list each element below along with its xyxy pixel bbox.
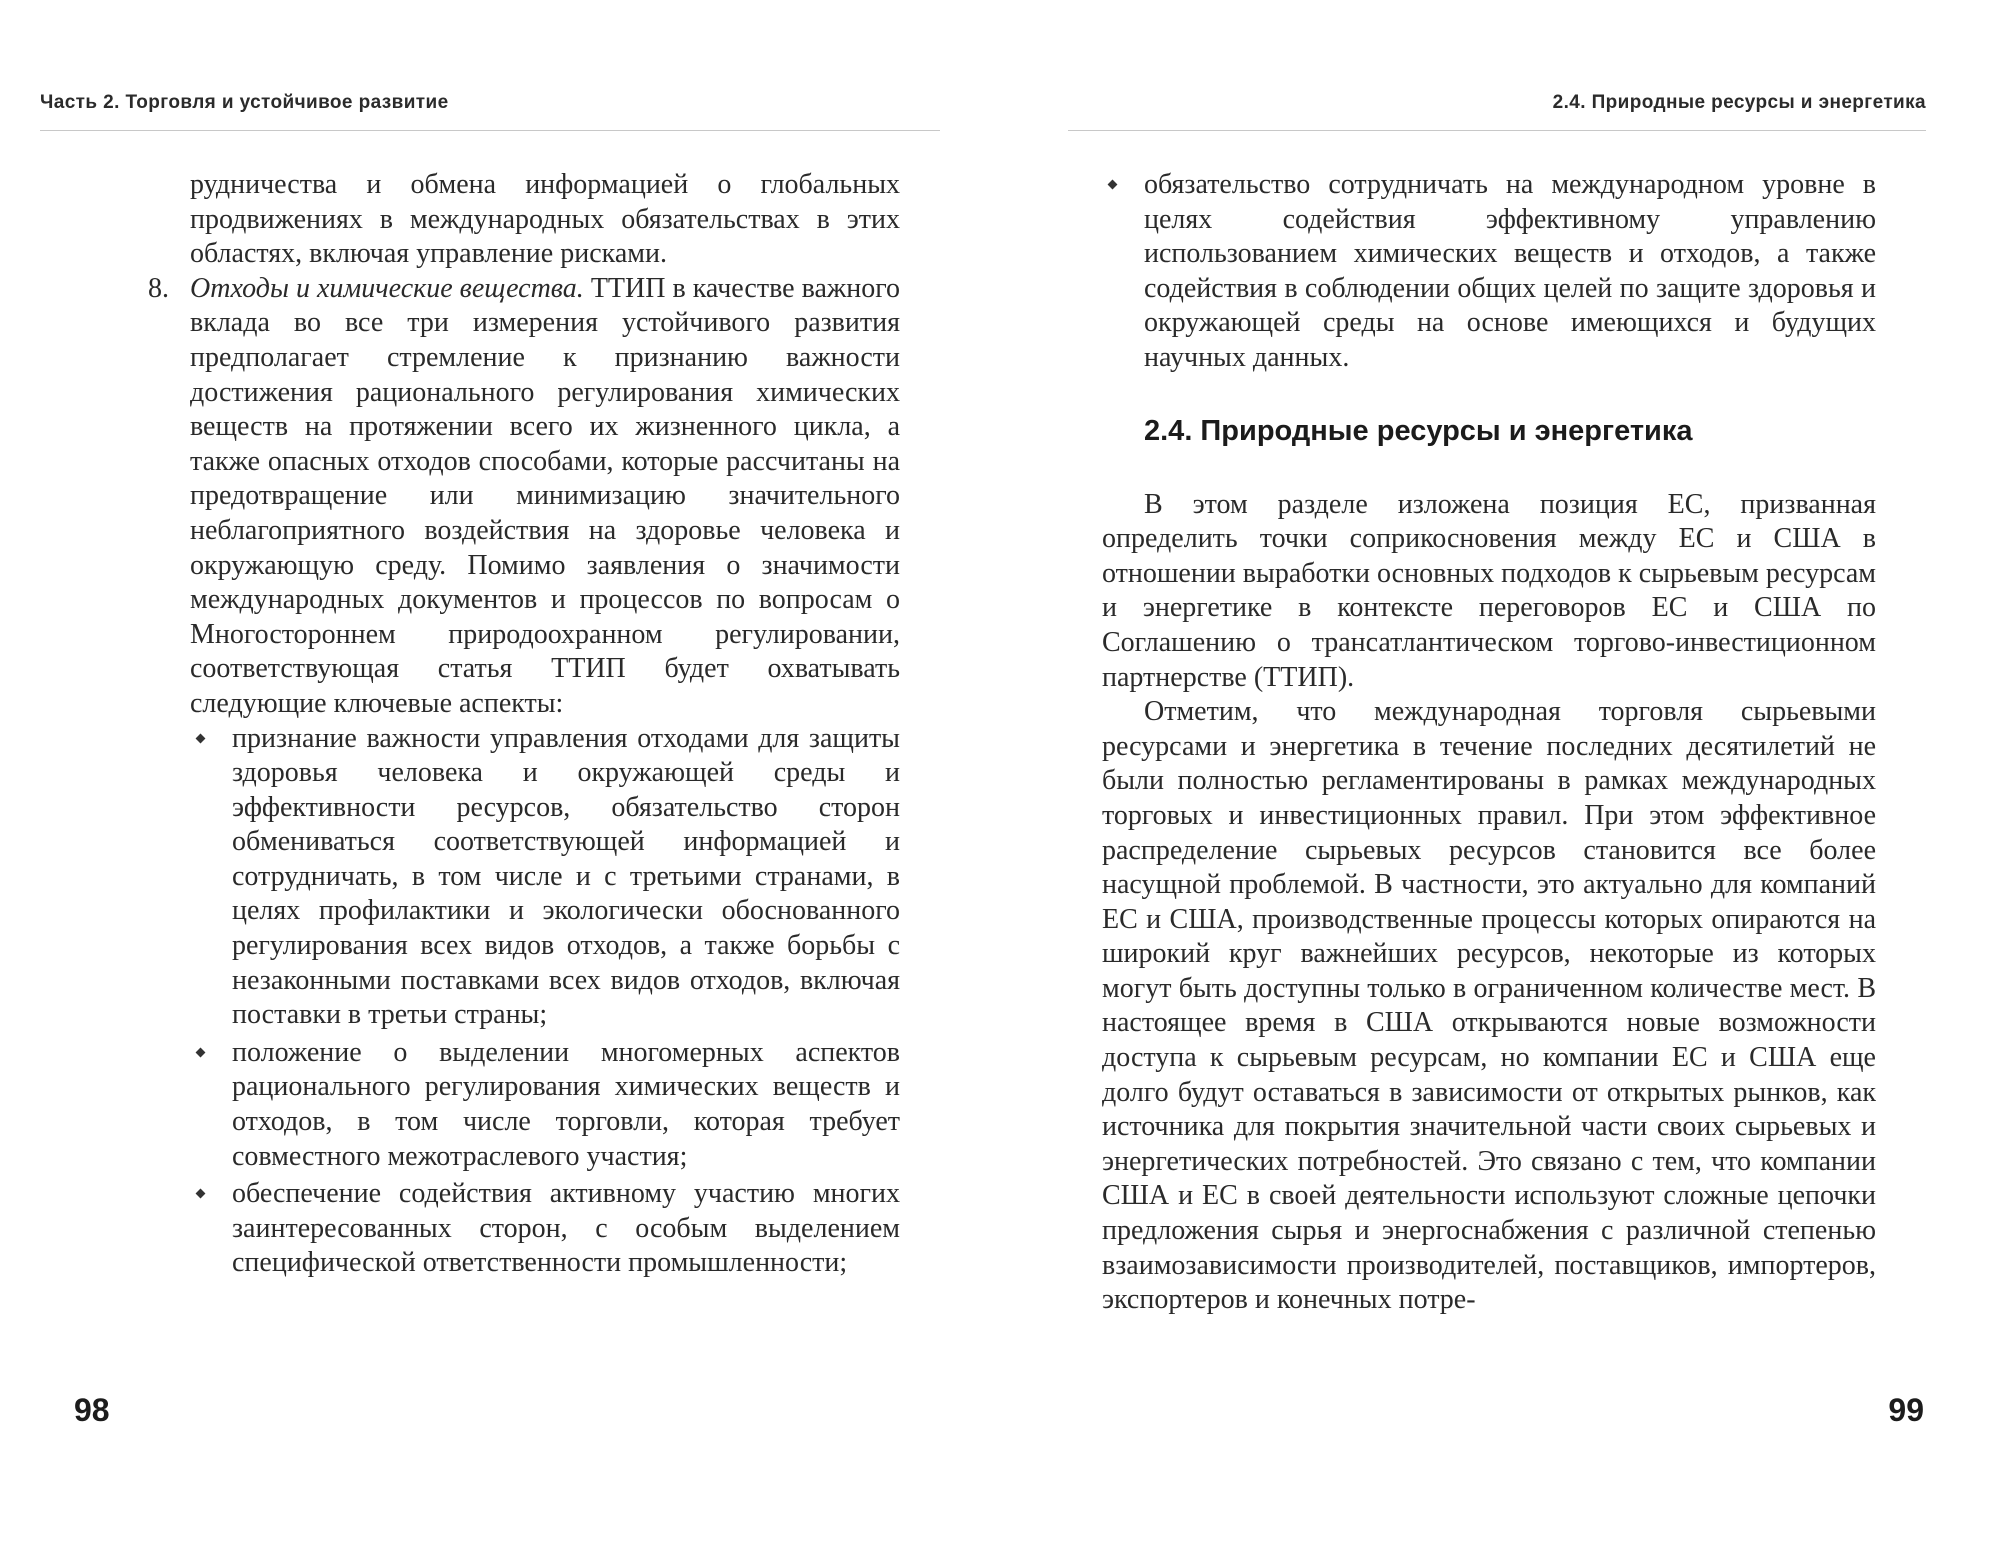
page-number-right: 99 bbox=[1888, 1392, 1924, 1428]
item-number: 8. bbox=[148, 272, 169, 304]
right-page bbox=[1000, 0, 2000, 1565]
bullet-list-right bbox=[1102, 168, 1876, 376]
list-item: обеспечение содействия активному участию многих заинтересованных сторон, с особым выделением специфической ответственности промышленности; bbox=[190, 1177, 900, 1281]
list-item-8 bbox=[148, 272, 900, 722]
bullet-icon bbox=[196, 1189, 206, 1199]
list-item: признание важности управления отходами для защиты здоровья человека и окружающей среды и эффективности ресурсов, обязательство сторон обмениваться соответствующей информацией и сотрудничать, в том числе и с третьими странами, в целях профилактики и экологически обоснованного регулирования всех видов отходов, а также борьбы с незаконными поставками всех видов отходов, включая поставки в третьи страны; bbox=[190, 722, 900, 1033]
header-rule-left bbox=[40, 130, 940, 131]
bullet-icon bbox=[1108, 180, 1118, 190]
paragraph: В этом разделе изложена позиция ЕС, призванная определить точки соприкосновения между ЕС и США в отношении выработки основных подходов к сырьевым ресурсам и энергетике в контексте переговоров ЕС и США по Соглашению о трансатлантическом торгово-инвестиционном партнерстве (ТТИП). bbox=[1102, 488, 1876, 693]
left-body bbox=[148, 168, 900, 1284]
header-rule-right bbox=[1068, 130, 1926, 131]
bullet-list-left bbox=[190, 722, 900, 1282]
bullet-icon bbox=[196, 733, 206, 743]
continuation-text: рудничества и обмена информацией о глобальных продвижениях в международных обязательствах в этих областях, включая управление рисками. bbox=[190, 169, 900, 270]
list-item: положение о выделении многомерных аспектов рационального регулирования химических веществ и отходов, в том числе торговли, которая требует совместного межотраслевого участия; bbox=[190, 1036, 900, 1174]
page-number-left: 98 bbox=[74, 1392, 110, 1428]
right-body bbox=[1102, 168, 1876, 1318]
list-item: обязательство сотрудничать на международном уровне в целях содействия эффективному управлению использованием химических веществ и отходов, а также содействия в соблюдении общих целей по защите здоровья и окружающей среды на основе имеющихся и будущих научных данных. bbox=[1102, 168, 1876, 376]
item-text: ТТИП в качестве важного вклада во все три измерения устойчивого развития предполагает стремление к признанию важности достижения рационального регулирования химических веществ на протяжении всего их жизненного цикла, а также опасных отходов способами, которые рассчитаны на предотвращение или минимизацию значительного неблагоприятного воздействия на здоровье человека и окружающую среду. Помимо заявления о значимости международных документов и процессов по вопросам о Многостороннем природоохранном регулировании, соответствующая статья ТТИП будет охватывать следующие ключевые аспекты: bbox=[190, 272, 901, 719]
paragraph: Отметим, что международная торговля сырьевыми ресурсами и энергетика в течение последних десятилетий не были полностью регламентированы в рамках международных торговых и инвестиционных правил. При этом эффективное распределение сырьевых ресурсов становится все более насущной проблемой. В частности, это актуально для компаний ЕС и США, производственные процессы которых опираются на широкий круг важнейших ресурсов, некоторые из которых могут быть доступны только в ограниченном количестве мест. В настоящее время в США открываются новые возможности доступа к сырьевым ресурсам, но компании ЕС и США еще долго будут оставаться в зависимости от открытых рынков, как источника для покрытия значительной части своих сырьевых и энергетических потребностей. Это связано с тем, что компании США и ЕС в своей деятельности используют сложные цепочки предложения сырья и энергоснабжения с различной степенью взаимозависимости производителей, поставщиков, импортеров, экспортеров и конечных потре- bbox=[1102, 696, 1876, 1316]
section-heading: 2.4. Природные ресурсы и энергетика bbox=[1144, 414, 1693, 447]
running-head-right: 2.4. Природные ресурсы и энергетика bbox=[1552, 92, 1926, 113]
running-head-left: Часть 2. Торговля и устойчивое развитие bbox=[40, 92, 449, 113]
bullet-icon bbox=[196, 1047, 206, 1057]
item-title: Отходы и химические вещества. bbox=[190, 272, 584, 304]
